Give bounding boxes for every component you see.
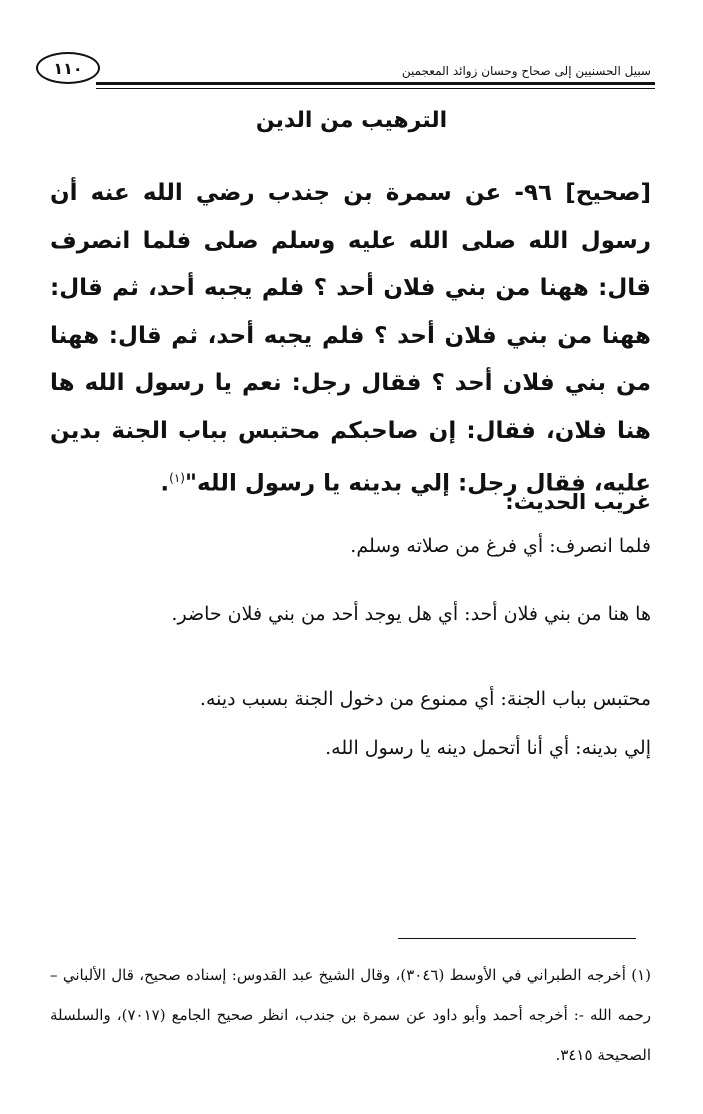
footnote: (١) أخرجه الطبراني في الأوسط (٣٠٤٦)، وقال الشيخ عبد القدوس: إسناده صحيح، قال الألباني – رحمه الله -: أخرجه أحمد وأبو داود عن سمرة بن جندب، انظر صحيح الجامع (٧٠١٧)، والسلسلة الصحيحة ٣٤١٥. bbox=[50, 966, 651, 1064]
hadith-number: ٩٦- bbox=[514, 180, 553, 206]
hadith-text bbox=[50, 170, 651, 508]
gharib-entry: فلما انصرف: أي فرغ من صلاته وسلم. bbox=[350, 535, 651, 557]
gharib-entry: إلي بدينه: أي أنا أتحمل دينه يا رسول الله. bbox=[325, 737, 651, 759]
page-number: ١١٠ bbox=[36, 52, 100, 84]
footnote-ref: (١) bbox=[169, 471, 185, 485]
hadith-body: عن سمرة بن جندب رضي الله عنه أن رسول الله صلى الله عليه وسلم صلى فلما انصرف قال: ههنا من بني فلان أحد ؟ فلم يجبه أحد، ثم قال: ههنا من بني فلان أحد ؟ فلم يجبه أحد، ثم قال: ههنا من بني فلان أحد ؟ فقال رجل: نعم يا رسول الله ها هنا فلان، فقال: إن صاحبكم محتبس بباب الجنة بدين عليه، فقال رجل: إلي بدينه يا رسول الله" bbox=[50, 180, 651, 497]
header-rule-thin bbox=[96, 88, 655, 89]
hadith-grade: [صحيح] bbox=[565, 180, 651, 206]
hadith-end: . bbox=[160, 470, 170, 497]
running-title: سبيل الحسنيين إلى صحاح وحسان زوائد المعجمين bbox=[401, 64, 651, 78]
gharib-heading: غريب الحديث: bbox=[505, 490, 651, 514]
gharib-entry: محتبس بباب الجنة: أي ممنوع من دخول الجنة بسبب دينه. bbox=[199, 688, 651, 710]
chapter-title: الترهيب من الدين bbox=[255, 108, 448, 133]
header-rule bbox=[96, 82, 655, 85]
gharib-entry: ها هنا من بني فلان أحد: أي هل يوجد أحد من بني فلان حاضر. bbox=[171, 603, 651, 625]
footnote-rule bbox=[398, 938, 636, 939]
